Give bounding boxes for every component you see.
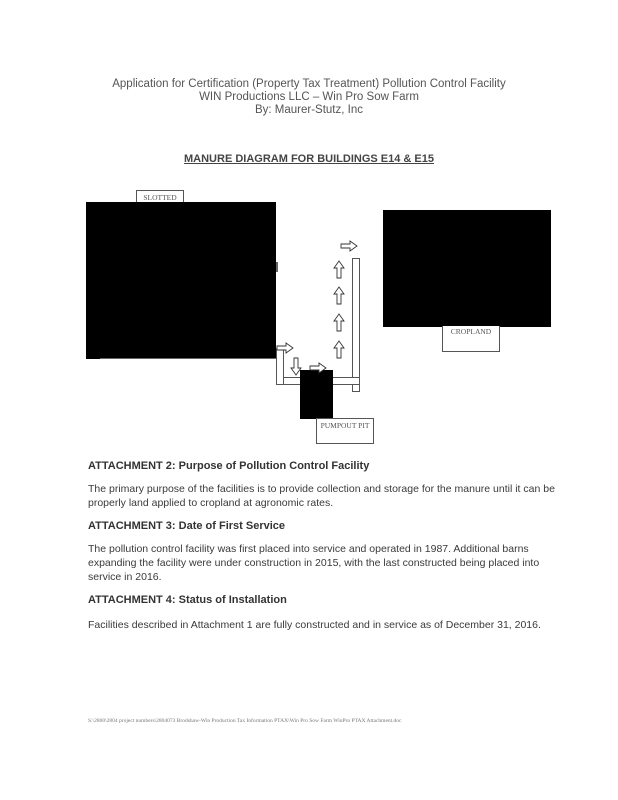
attachment-3-body: The pollution control facility was first placed into service and operated in 1987. Additional barns expanding the facility were under construction in 2015, with the last constructed being placed into service in 2016. bbox=[88, 543, 540, 583]
arrow-right-icon bbox=[341, 241, 357, 251]
header-line-3: By: Maurer-Stutz, Inc bbox=[254, 104, 363, 116]
pumpout-pit-label: PUMPOUT PIT bbox=[316, 418, 374, 444]
footer-file-path: S:\2800\2804 project numbers\2804073 Brodshaw-Win Production Tax Information PTAX\Win Pro Sow Farm WinPro PTAX Attachment.doc bbox=[88, 718, 402, 724]
header-line-1: Application for Certification (Property Tax Treatment) Pollution Control Facility bbox=[112, 78, 506, 90]
manure-diagram bbox=[0, 180, 618, 450]
attachment-4-body: Facilities described in Attachment 1 are fully constructed and in service as of December 31, 2016. bbox=[88, 619, 541, 631]
arrow-up-icon bbox=[334, 341, 344, 358]
arrow-up-icon bbox=[334, 261, 344, 278]
attachment-3-heading: ATTACHMENT 3: Date of First Service bbox=[88, 520, 286, 532]
arrow-up-icon bbox=[334, 314, 344, 331]
attachment-2-heading: ATTACHMENT 2: Purpose of Pollution Control Facility bbox=[88, 460, 370, 472]
arrow-right-icon bbox=[310, 363, 326, 373]
attachment-2-body: The primary purpose of the facilities is to provide collection and storage for the manure until it can be properly land applied to cropland at agronomic rates. bbox=[88, 483, 555, 509]
arrow-up-icon bbox=[334, 287, 344, 304]
arrow-right-icon bbox=[277, 343, 293, 353]
slotted-label: SLOTTED bbox=[136, 190, 184, 206]
cropland-label: CROPLAND bbox=[442, 326, 500, 352]
attachment-4-heading: ATTACHMENT 4: Status of Installation bbox=[88, 594, 287, 606]
header-line-2: WIN Productions LLC – Win Pro Sow Farm bbox=[199, 91, 419, 103]
arrow-down-icon bbox=[291, 358, 301, 375]
diagram-arrows bbox=[0, 180, 618, 450]
diagram-title: MANURE DIAGRAM FOR BUILDINGS E14 & E15 bbox=[184, 153, 434, 165]
